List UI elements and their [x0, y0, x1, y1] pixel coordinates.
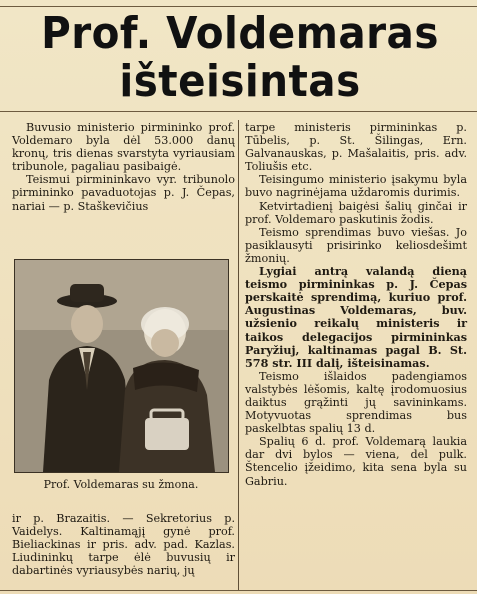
right-paragraph-1: tarpe ministeris pirmininkas p. Tūbelis, p. St. Šilingas, Ern. Galvanauskas, p. Mašalaitis, pris. adv. Toliušis etc. — [245, 121, 467, 174]
headline-rule — [0, 111, 477, 112]
right-column — [245, 121, 467, 488]
photo-caption: Prof. Voldemaras su žmona. — [43, 478, 199, 491]
photo — [14, 259, 229, 473]
column-divider — [238, 120, 239, 590]
right-paragraph-6: Teismo išlaidos padengiamos valstybės lėšomis, kaltę įrodomuosius daiktus grąžinti jų savininkams. Motyvuotas sprendimas bus paskelbtas spalių 13 d. — [245, 369, 467, 436]
left-paragraph-1: Buvusio ministerio pirmininko prof. Voldemaro byla dėl 53.000 danų kronų, tris dienas svarstyta vyriausiam tribunole, pagaliau pasibaigė. — [12, 121, 235, 174]
photo-illustration — [15, 260, 228, 472]
right-paragraph-5: Lygiai antrą valandą dieną teismo pirmininkas p. J. Čepas perskaitė sprendimą, kuriuo prof. Augustinas Voldemaras, buv. užsienio reikalų ministeris ir taikos delegacijos pirmininkas Paryžiuj, kaltinamas pagal B. St. 578 str. III dalį, išteisinamas. — [245, 264, 467, 370]
bottom-rule — [0, 590, 477, 591]
right-paragraph-2: Teisingumo ministerio įsakymu byla buvo nagrinėjama uždaromis durimis. — [245, 173, 467, 200]
left-continued-text: ir p. Brazaitis. — Sekretorius p. Vaidelys. Kaltinamąjį gynė prof. Bieliackinas ir pris. adv. pad. Kazlas. Liudininkų tarpe ėlė buvusių ir dabartinės vyriausybės narių, jų — [12, 512, 235, 578]
right-paragraph-4: Teismo sprendimas buvo viešas. Jo pasiklausyti prisirinko keliosdešimt žmonių. — [245, 225, 467, 265]
headline-line-1: Prof. Voldemaras — [41, 8, 439, 59]
left-paragraph-2: Teismui pirmininkavo vyr. tribunolo pirmininko pavaduotojas p. J. Čepas, nariai — p. Staškevičius — [12, 173, 235, 213]
left-column — [12, 121, 235, 213]
top-rule — [0, 6, 477, 7]
right-paragraph-3: Ketvirtadienį baigėsi šalių ginčai ir prof. Voldemaro paskutinis žodis. — [245, 199, 467, 226]
headline-line-2: išteisintas — [119, 56, 361, 107]
right-paragraph-7: Spalių 6 d. prof. Voldemarą laukia dar dvi bylos — viena, del pulk. Štencelio įžeidimo, kita sena byla su Gabriu. — [245, 435, 467, 488]
